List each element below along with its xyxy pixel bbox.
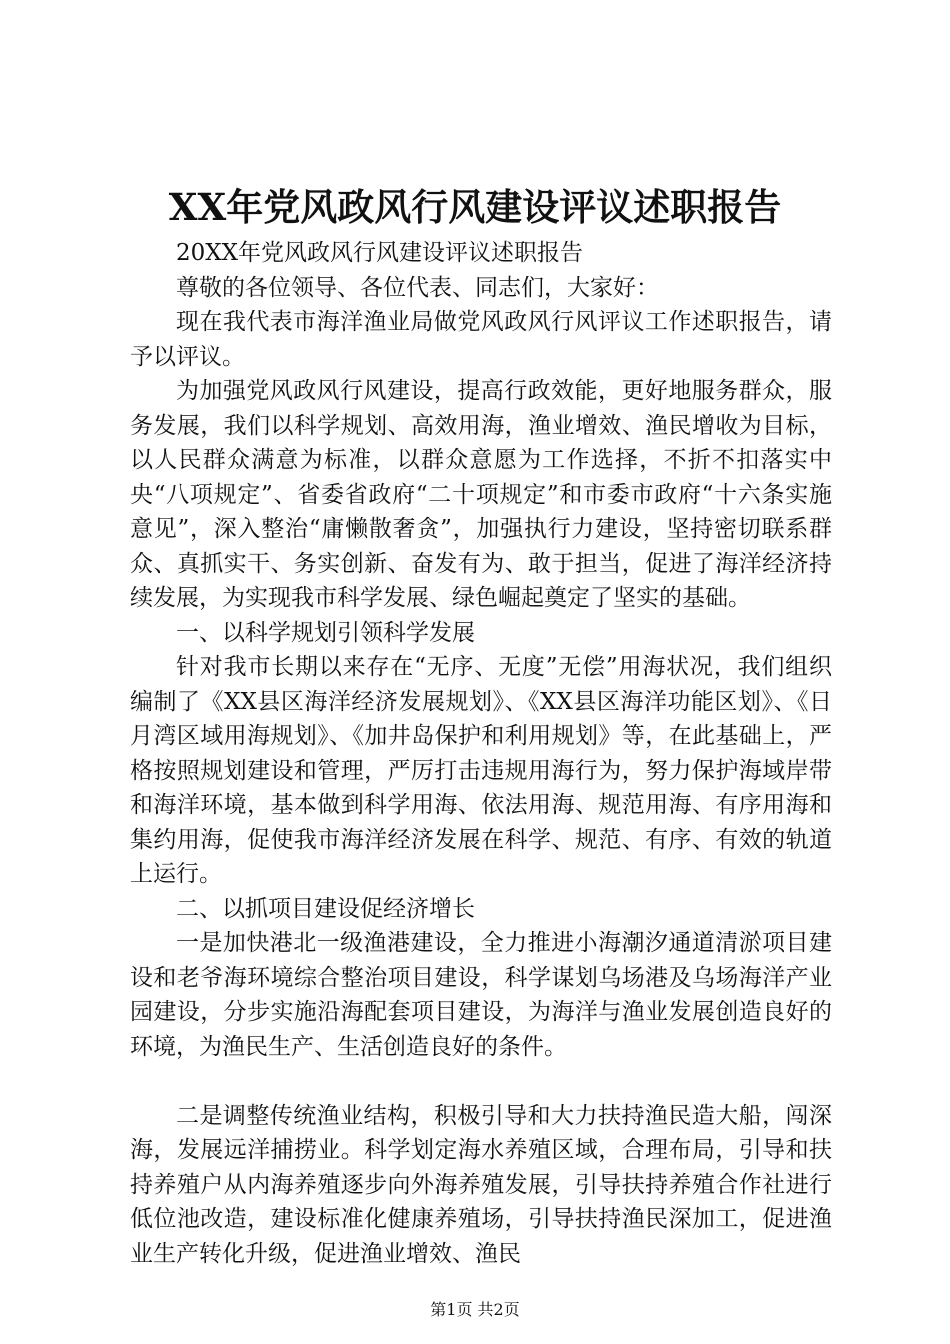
- paragraph-intro: 现在我代表市海洋渔业局做党风政风行风评议工作述职报告，请予以评议。: [130, 309, 832, 370]
- paragraph-subtitle: 20XX年党风政风行风建设评议述职报告: [176, 240, 584, 266]
- section-heading-2: 二、以抓项目建设促经济增长: [176, 895, 475, 922]
- paragraph-greeting: 尊敬的各位领导、各位代表、同志们，大家好：: [176, 274, 659, 301]
- paragraph-overview: 为加强党风政风行风建设，提高行政效能，更好地服务群众，服务发展，我们以科学规划、高效用海，渔业增效、渔民增收为目标，以人民群众满意为标准，以群众意愿为工作选择，不折不扣落实中央“八项规定”、省委省政府“二十项规定”和市委市政府“十六条实施意见”，深入整治“庸懒散奢贪”，加强执行力建设，坚持密切联系群众、真抓实干、务实创新、奋发有为、敢于担当，促进了海洋经济持续发展，为实现我市科学发展、绿色崛起奠定了坚实的基础。: [130, 378, 832, 611]
- paragraph-section-2-item-2: 二是调整传统渔业结构，积极引导和大力扶持渔民造大船，闯深海，发展远洋捕捞业。科学划定海水养殖区域，合理布局，引导和扶持养殖户从内海养殖逐步向外海养殖发展，引导扶持养殖合作社进行低位池改造，建设标准化健康养殖场，引导扶持渔民深加工，促进渔业生产转化升级，促进渔业增效、渔民: [130, 1102, 832, 1267]
- paragraph-section-2-item-1: 一是加快港北一级渔港建设，全力推进小海潮汐通道清淤项目建设和老爷海环境综合整治项目建设，科学谋划乌场港及乌场海洋产业园建设，分步实施沿海配套项目建设，为海洋与渔业发展创造良好的环境，为渔民生产、生活创造良好的条件。: [130, 930, 832, 1060]
- page-footer: 第1页 共2页: [430, 1300, 520, 1319]
- document-body: [130, 236, 832, 1271]
- paragraph-section-1: 针对我市长期以来存在“无序、无度”无偿”用海状况，我们组织编制了《XX县区海洋经济发展规划》、《XX县区海洋功能区划》、《日月湾区域用海规划》、《加井岛保护和利用规划》等，在此基础上，严格按照规划建设和管理，严厉打击违规用海行为，努力保护海域岸带和海洋环境，基本做到科学用海、依法用海、规范用海、有序用海和集约用海，促使我市海洋经济发展在科学、规范、有序、有效的轨道上运行。: [130, 654, 832, 887]
- section-heading-1: 一、以科学规划引领科学发展: [176, 619, 475, 646]
- document-title: XX年党风政风行风建设评议述职报告: [168, 185, 782, 229]
